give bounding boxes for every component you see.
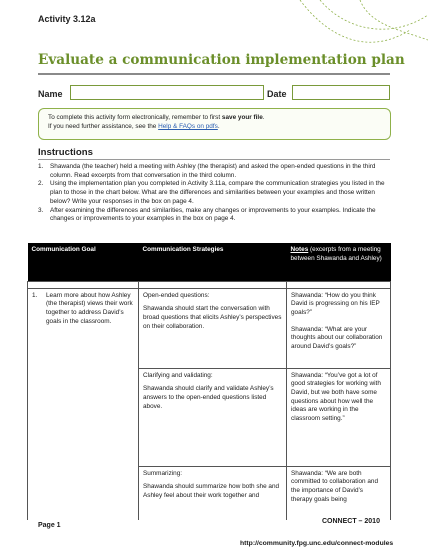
activity-number: Activity 3.12a [38,14,96,24]
date-field[interactable] [292,85,390,100]
date-label: Date [267,89,287,99]
strategy-cell: Clarifying and validating: Shawanda should clarify and validate Ashley’s answers to the open-ended questions listed above. [139,368,287,466]
notes-cell: Shawanda: “We are both committed to collaboration and the importance of David’s therapy goals being [287,466,391,526]
page-cutoff [0,520,428,554]
instructions-divider [38,159,390,160]
name-field[interactable] [70,85,264,100]
header-notes: Notes (excerpts from a meeting between Shawanda and Ashley) [287,243,391,281]
strategy-cell: Open-ended questions: Shawanda should start the conversation with broad questions that elicits Ashley’s perspectives on their collaboration. [139,288,287,368]
notes-cell: Shawanda: “You’ve got a lot of good strategies for working with David, but we both have some questions about how well the ideas are working in the classroom setting.” [287,368,391,466]
instruction-item: 3. After examining the differences and similarities, make any changes or improvements to your examples. Indicate the changes or improvements to your examples in the box on page 4. [38,206,376,223]
help-faq-link[interactable]: Help & FAQs on pdfs [158,123,218,130]
footer-url: http://community.fpg.unc.edu/connect-modules [240,540,394,547]
instruction-item: 2. Using the implementation plan you completed in Activity 3.11a, compare the communication strategies you listed in the plan to those in the chart below. What are the differences and similarities between your examples and those written below? Write your responses in the box on page 4. [38,180,385,205]
communication-plan-table [27,243,391,527]
page-title: Evaluate a communication implementation plan [38,52,405,68]
connect-label: CONNECT – 2010 [322,518,380,525]
goal-cell: 1. Learn more about how Ashley (the therapist) views their work together to address David’s goals in the classroom. [28,288,139,526]
header-communication-goal: Communication Goal [28,243,139,281]
header-communication-strategies: Communication Strategies [139,243,287,281]
instructions-heading: Instructions [38,147,93,158]
instructions-list [38,163,394,224]
strategy-cell: Summarizing: Shawanda should summarize how both she and Ashley feel about their work together and [139,466,287,526]
notes-cell: Shawanda: “How do you think David is progressing on his IEP goals?” Shawanda: “What are your thoughts about our collaboration around David’s goals?” [287,288,391,368]
table-row [28,288,391,368]
electronic-form-notice: To complete this activity form electronically, remember to first save your file. If you need further assistance, see the Help & FAQs on pdfs. [38,108,391,140]
page-number: Page 1 [38,522,61,529]
instruction-item: 1. Shawanda (the teacher) held a meeting with Ashley (the therapist) and asked the open-ended questions in the third column. Read excerpts from that conversation in the third column. [38,163,376,179]
name-label: Name [38,89,63,99]
title-divider [38,73,390,75]
table-header-row [28,243,391,281]
